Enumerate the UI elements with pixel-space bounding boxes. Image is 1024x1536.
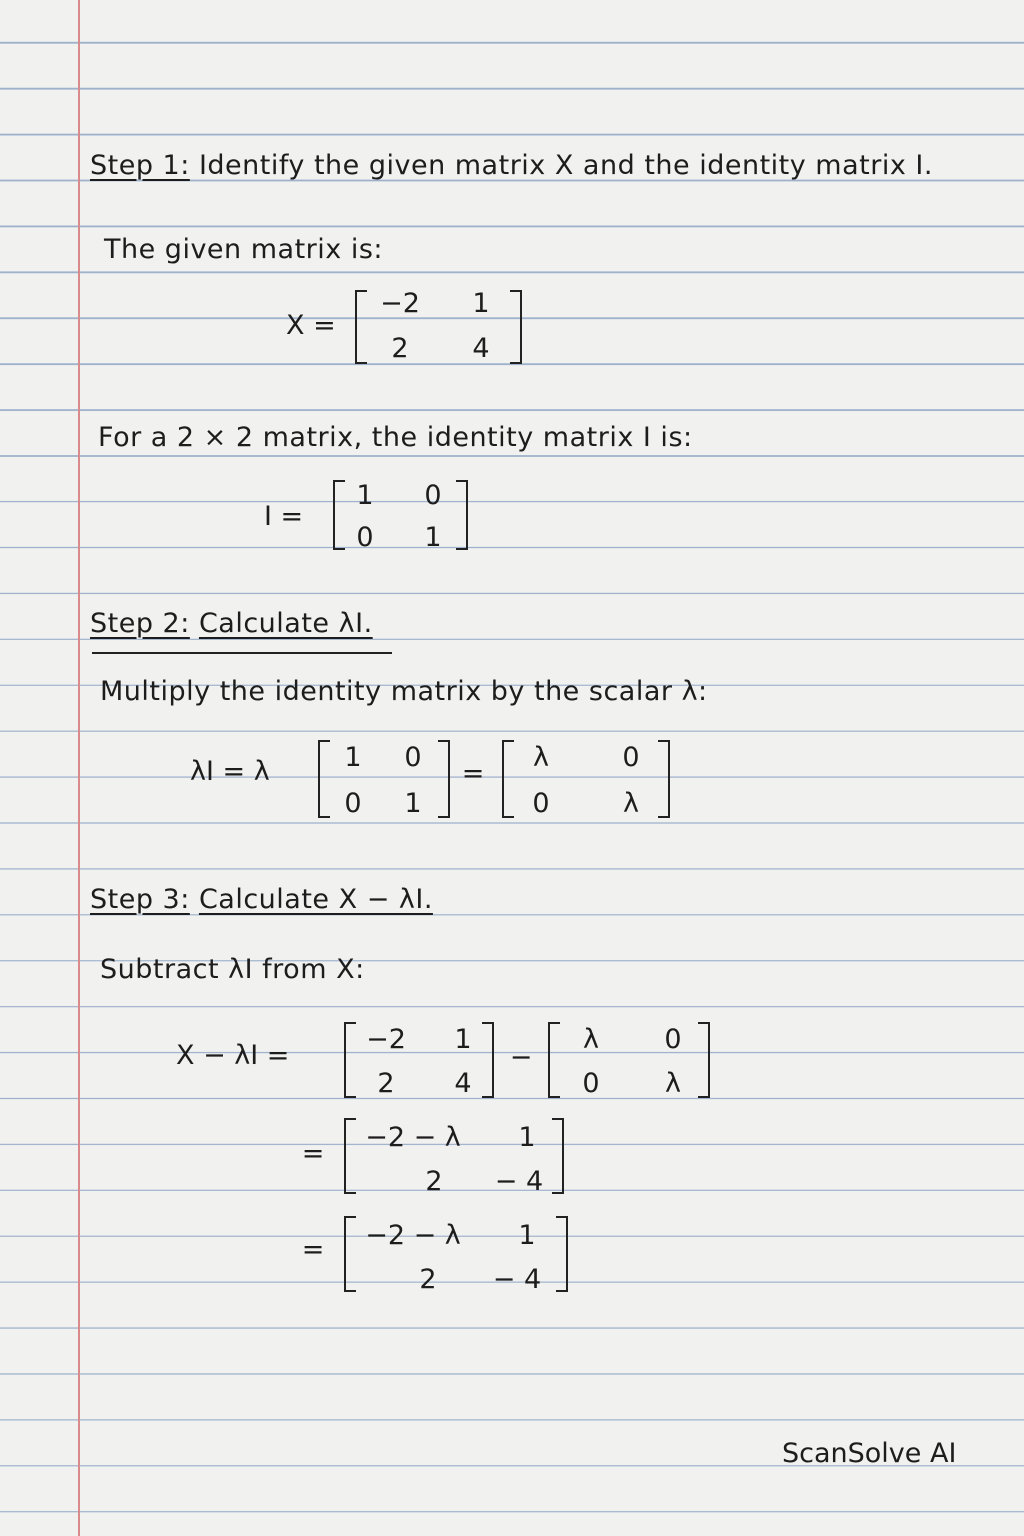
- lambda-i-lhs: λI = λ: [190, 756, 270, 787]
- minus-sign: −: [509, 1042, 533, 1073]
- lambda-i-matrix-cell: 0: [664, 1024, 682, 1055]
- step1-heading: [90, 150, 933, 181]
- margin-line: [78, 0, 80, 1536]
- step2-label: Step 2:: [90, 608, 190, 639]
- lambda-i-matrix-cell: 0: [582, 1068, 600, 1099]
- result-matrix-cell: − 4: [492, 1264, 542, 1295]
- equals-sign: =: [301, 1234, 325, 1265]
- bracket-right: [438, 740, 450, 818]
- bracket-right: [698, 1022, 710, 1098]
- step3-title: Calculate X − λI.: [198, 884, 433, 915]
- bracket-right: [556, 1216, 568, 1292]
- bracket-right: [658, 740, 670, 818]
- result-matrix-cell: 0: [532, 788, 550, 819]
- lambda-i-matrix-cell: λ: [665, 1068, 681, 1099]
- i-matrix-cell: 0: [404, 742, 422, 773]
- step2-underline: [92, 652, 392, 654]
- bracket-left: [548, 1022, 560, 1098]
- result-matrix-cell: 0: [622, 742, 640, 773]
- x-equals: X =: [286, 310, 336, 341]
- bracket-right: [510, 290, 522, 364]
- i-matrix-cell: 0: [424, 480, 442, 511]
- i-matrix-cell: 0: [344, 788, 362, 819]
- x-matrix-cell: 1: [454, 1024, 472, 1055]
- step1-label: Step 1:: [90, 150, 190, 181]
- lambda-i-matrix-cell: λ: [583, 1024, 599, 1055]
- step3-label: Step 3:: [90, 884, 190, 915]
- step3-text: Subtract λI from X:: [100, 954, 365, 985]
- bracket-left: [502, 740, 514, 818]
- bracket-right: [456, 480, 468, 550]
- x-matrix-cell: 4: [454, 1068, 472, 1099]
- i-equals: I =: [264, 501, 304, 532]
- result-matrix-cell: −2 − λ: [365, 1122, 461, 1153]
- i-matrix-cell: 1: [356, 480, 374, 511]
- i-matrix-cell: 0: [356, 522, 374, 553]
- result-matrix-cell: − 4: [494, 1166, 544, 1197]
- x-matrix-cell: 1: [472, 288, 490, 319]
- result-matrix-cell: −2 − λ: [365, 1220, 461, 1251]
- x-matrix-cell: 2: [377, 1068, 395, 1099]
- result-matrix-cell: λ: [533, 742, 549, 773]
- bracket-left: [344, 1118, 356, 1194]
- i-matrix-cell: 1: [404, 788, 422, 819]
- x-matrix-cell: −2: [380, 288, 420, 319]
- result-matrix-cell: 1: [518, 1122, 536, 1153]
- result-matrix-cell: 2: [419, 1264, 437, 1295]
- bracket-left: [344, 1216, 356, 1292]
- i-matrix-cell: 1: [424, 522, 442, 553]
- step1-title: Identify the given matrix X and the identity matrix I.: [198, 150, 933, 181]
- result-matrix-cell: 2: [425, 1166, 443, 1197]
- i-matrix-cell: 1: [344, 742, 362, 773]
- step2-heading: [90, 608, 373, 639]
- equals-sign: =: [301, 1138, 325, 1169]
- x-matrix-cell: 2: [391, 333, 409, 364]
- x-matrix-cell: −2: [366, 1024, 406, 1055]
- step3-heading: [90, 884, 433, 915]
- bracket-right: [552, 1118, 564, 1194]
- bracket-left: [344, 1022, 356, 1098]
- result-matrix-cell: 1: [518, 1220, 536, 1251]
- bracket-left: [355, 290, 367, 364]
- step1-identity-text: For a 2 × 2 matrix, the identity matrix I is:: [98, 422, 693, 453]
- scansolve-watermark: ScanSolve AI: [782, 1438, 957, 1469]
- x-minus-lambda-i-lhs: X − λI =: [176, 1040, 290, 1071]
- step1-given-text: The given matrix is:: [104, 234, 383, 265]
- step2-title: Calculate λI.: [198, 608, 373, 639]
- step2-text: Multiply the identity matrix by the scalar λ:: [100, 676, 708, 707]
- result-matrix-cell: λ: [623, 788, 639, 819]
- equals-sign: =: [461, 758, 485, 789]
- bracket-right: [482, 1022, 494, 1098]
- x-matrix-cell: 4: [472, 333, 490, 364]
